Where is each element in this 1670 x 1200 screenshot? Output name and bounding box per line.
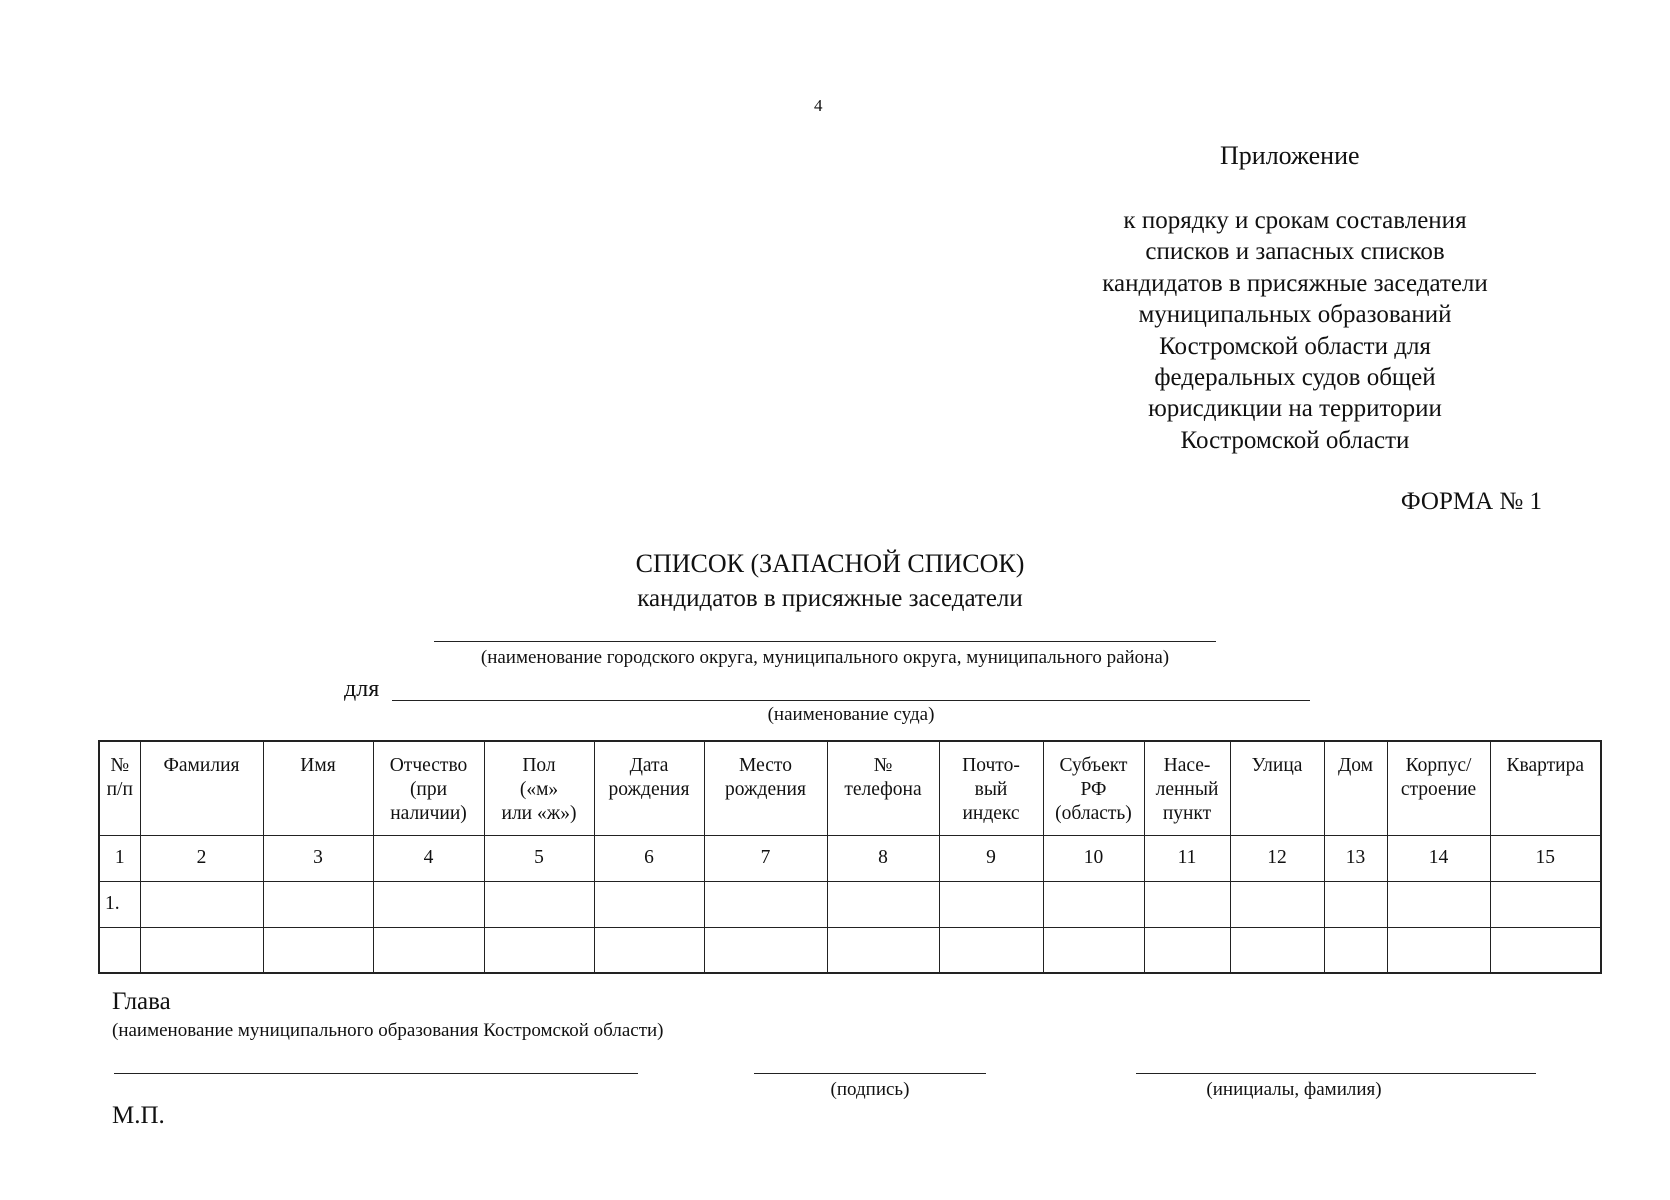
appendix-line: юрисдикции на территории [1148, 395, 1442, 423]
table-cell [140, 927, 263, 973]
column-number: 7 [704, 835, 827, 881]
list-title: СПИСОК (ЗАПАСНОЙ СПИСОК) [635, 549, 1025, 578]
table-cell [263, 927, 373, 973]
list-subtitle: кандидатов в присяжные заседатели [637, 585, 1023, 612]
column-number: 6 [594, 835, 704, 881]
col-header-sex: Пол («м» или «ж») [484, 741, 594, 835]
col-header-region: Субъект РФ (область) [1043, 741, 1144, 835]
col-header-birth-place: Место рождения [704, 741, 827, 835]
table-cell [1230, 927, 1324, 973]
table-cell [594, 927, 704, 973]
table-cell [704, 881, 827, 927]
initials-line [1136, 1073, 1536, 1074]
column-number: 4 [373, 835, 484, 881]
appendix-line: Костромской области [1180, 426, 1410, 454]
column-number: 5 [484, 835, 594, 881]
table-row [99, 927, 1601, 973]
initials-caption: (инициалы, фамилия) [1206, 1079, 1382, 1100]
table-cell [827, 927, 939, 973]
appendix-line: к порядку и срокам составления [1123, 207, 1467, 234]
table-cell [140, 881, 263, 927]
table-cell [263, 881, 373, 927]
table-cell [373, 881, 484, 927]
col-header-number: № п/п [99, 741, 140, 835]
table-cell [1144, 881, 1230, 927]
page-number: 4 [814, 96, 823, 115]
table-cell [1144, 927, 1230, 973]
table-cell [1043, 881, 1144, 927]
table-cell [1324, 881, 1387, 927]
table-cell [1387, 881, 1490, 927]
signature-caption: (подпись) [830, 1079, 910, 1100]
col-header-apartment: Квартира [1490, 741, 1601, 835]
column-number: 3 [263, 835, 373, 881]
appendix-line: списков и запасных списков [1145, 238, 1445, 266]
appendix-title: Приложение [1220, 141, 1360, 170]
table-cell: 1. [99, 881, 140, 927]
municipality-sign-line [114, 1073, 638, 1074]
appendix-line: федеральных судов общей [1154, 364, 1436, 392]
column-number-row [99, 835, 1601, 881]
column-number: 10 [1043, 835, 1144, 881]
column-number: 15 [1490, 835, 1601, 881]
municipality-caption: (наименование городского округа, муниципального округа, муниципального района) [480, 647, 1170, 668]
table-cell [704, 927, 827, 973]
col-header-building: Корпус/ строение [1387, 741, 1490, 835]
table-cell [594, 881, 704, 927]
col-header-phone: № телефона [827, 741, 939, 835]
table-cell [484, 927, 594, 973]
col-header-street: Улица [1230, 741, 1324, 835]
table-row [99, 881, 1601, 927]
table-cell [1324, 927, 1387, 973]
table-cell [1490, 927, 1601, 973]
table-cell [1043, 927, 1144, 973]
table-cell [1490, 881, 1601, 927]
signature-line [754, 1073, 986, 1074]
appendix-line: муниципальных образований [1138, 301, 1452, 329]
table-cell [1387, 927, 1490, 973]
candidates-table [98, 740, 1602, 974]
column-number: 13 [1324, 835, 1387, 881]
for-label: для [344, 676, 380, 702]
column-number: 1 [99, 835, 140, 881]
col-header-birth-date: Дата рождения [594, 741, 704, 835]
court-caption: (наименование суда) [767, 704, 935, 725]
appendix-line: Костромской области для [1159, 332, 1431, 360]
head-label: Глава [112, 988, 171, 1015]
table-cell [484, 881, 594, 927]
table-cell [373, 927, 484, 973]
table-cell [99, 927, 140, 973]
column-number: 8 [827, 835, 939, 881]
table-cell [827, 881, 939, 927]
municipality-name-caption: (наименование муниципального образования Костромской области) [112, 1020, 664, 1041]
appendix-line: кандидатов в присяжные заседатели [1102, 269, 1488, 297]
header-row [99, 741, 1601, 835]
col-header-postcode: Почто- вый индекс [939, 741, 1043, 835]
form-number: ФОРМА № 1 [1400, 488, 1542, 515]
table-cell [939, 927, 1043, 973]
table-cell [1230, 881, 1324, 927]
column-number: 2 [140, 835, 263, 881]
col-header-house: Дом [1324, 741, 1387, 835]
court-fill-line [392, 700, 1310, 701]
municipality-fill-line [434, 641, 1216, 642]
column-number: 11 [1144, 835, 1230, 881]
column-number: 12 [1230, 835, 1324, 881]
seal-label: М.П. [112, 1102, 165, 1129]
column-number: 9 [939, 835, 1043, 881]
col-header-locality: Насе- ленный пункт [1144, 741, 1230, 835]
col-header-surname: Фамилия [140, 741, 263, 835]
col-header-patronymic: Отчество (при наличии) [373, 741, 484, 835]
column-number: 14 [1387, 835, 1490, 881]
appendix-description [1075, 205, 1515, 456]
table-cell [939, 881, 1043, 927]
col-header-name: Имя [263, 741, 373, 835]
